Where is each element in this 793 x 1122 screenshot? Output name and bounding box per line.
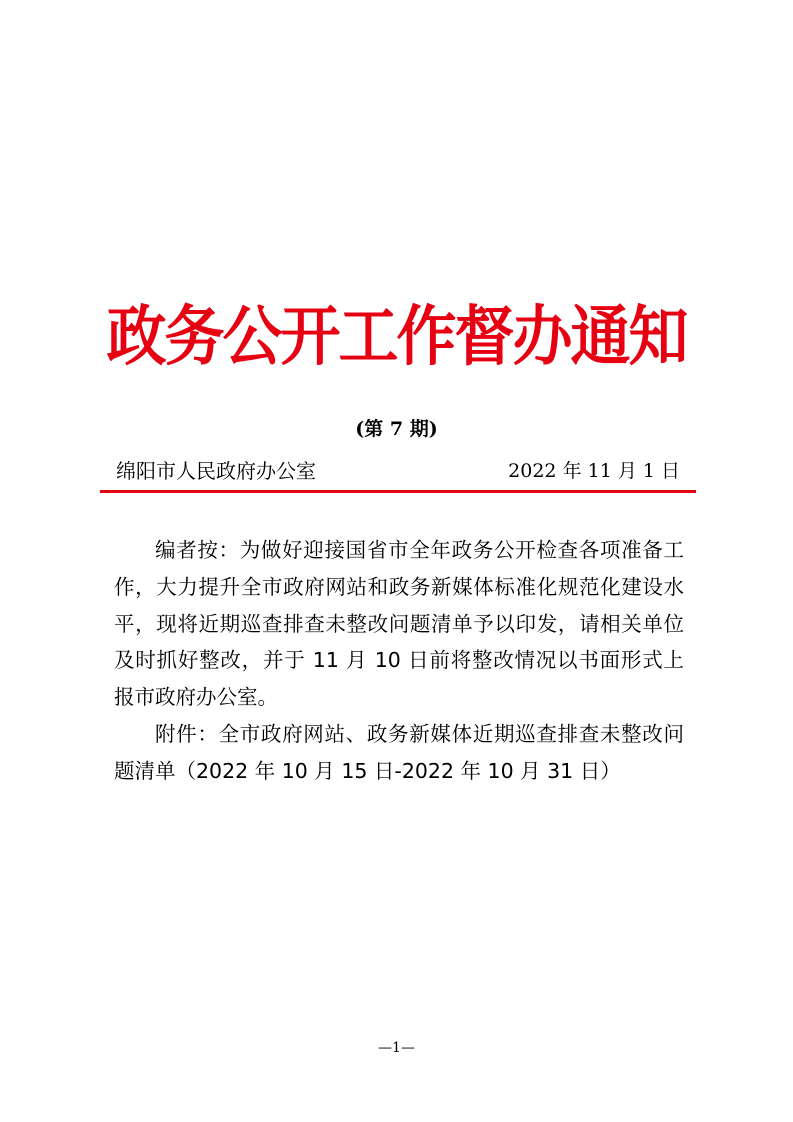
red-divider-line bbox=[100, 490, 696, 493]
issue-date: 2022 年 11 月 1 日 bbox=[508, 460, 680, 482]
issue-number: (第 7 期) bbox=[355, 418, 438, 440]
editor-note-paragraph: 编者按：为做好迎接国省市全年政务公开检查各项准备工作，大力提升全市政府网站和政务新媒体标准化规范化建设水平，现将近期巡查排查未整改问题清单予以印发，请相关单位及时抓好整改，并于 11 月 10 日前将整改情况以书面形式上报市政府办公室。 bbox=[114, 538, 684, 710]
attachment-paragraph: 附件：全市政府网站、政务新媒体近期巡查排查未整改问题清单（2022 年 10 月 15 日-2022 年 10 月 31 日） bbox=[114, 721, 684, 783]
issuing-office: 绵阳市人民政府办公室 bbox=[116, 459, 316, 483]
document-title: 政务公开工作督办通知 bbox=[106, 299, 687, 375]
page-number: —1— bbox=[378, 1040, 415, 1056]
document-body bbox=[114, 532, 684, 790]
